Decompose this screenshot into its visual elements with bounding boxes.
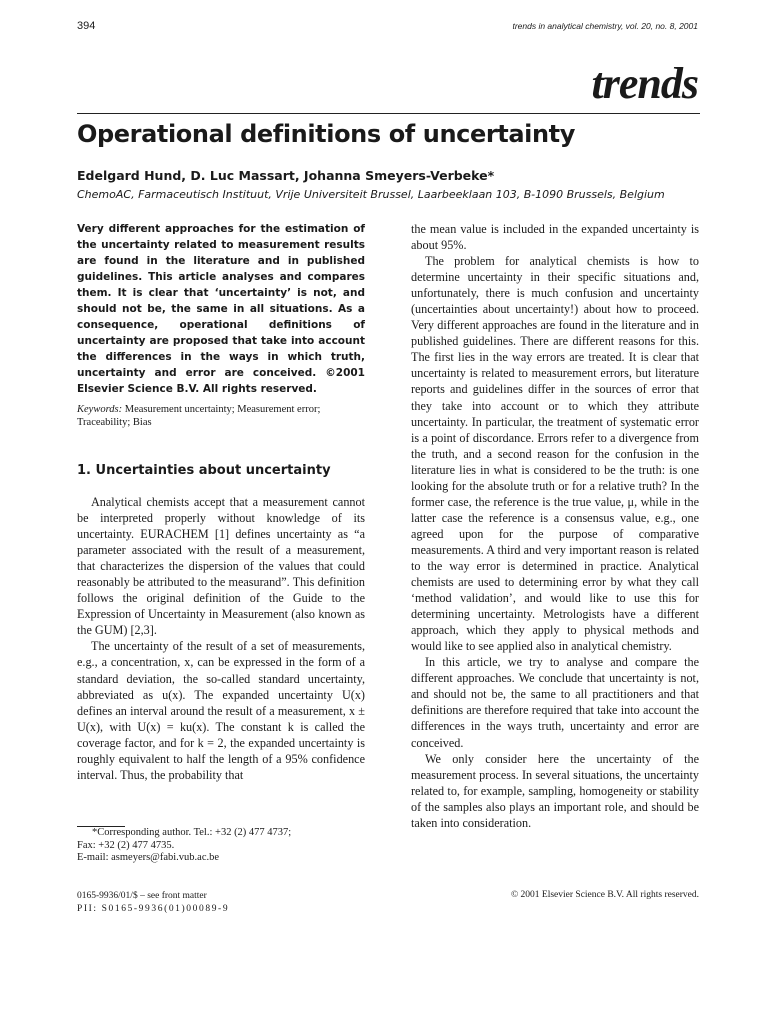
page-number: 394 [77,20,96,32]
paragraph: The uncertainty of the result of a set of measurements, e.g., a concentration, x, can be expressed in the form of a standard deviation, the so-called standard uncertainty, abbreviated as u(x). The expanded uncertainty U(x) defines an interval around the result of a measurement, x ± U(x), with U(x) = ku(x). The constant k is called the coverage factor, and for k = 2, the expanded uncertainty is roughly equivalent to half the length of a 95% confidence interval. Thus, the probability that [77,639,365,782]
keywords-label: Keywords: [77,404,123,415]
pii-line: PII: S0165-9936(01)00089-9 [77,904,230,914]
footer-copyright: © 2001 Elsevier Science B.V. All rights reserved. [510,890,699,900]
right-column-body [411,221,699,831]
paragraph: We only consider here the uncertainty of the measurement process. In several situations, the uncertainty related to, for example, sampling, homogeneity or stability of the samples also plays an important role, and should be taken into consideration. [411,751,699,830]
paragraph: In this article, we try to analyse and compare the different approaches. We conclude that uncertainty is not, and should not be, the same to all practitioners and that definitions are therefore required that take into account the differences in the ways truth, uncertainty and error are conceived. [411,655,699,750]
paragraph: The problem for analytical chemists is how to determine uncertainty in their specific situations and, unfortunately, there is much confusion and uncertainty (uncertainties about uncertainty!) about how to proceed. Very different approaches are found in the literature and in published guidelines. There are different reasons for this. The first lies in the way errors are treated. It is clear that uncertainty is related to measurement errors, but literature reports and guidelines differ in the sources of error that they take into account or to which they attribute uncertainty. In particular, the treatment of systematic error is a point of discordance. Errors refer to a divergence from the truth, and a second reason for the confusion in the literature lies in what is considered to be the truth: is one looking for the absolute truth or for a relative truth? In the former case, the reference is the true value, μ, while in the latter case the reference is a consensus value, e.g., one agreed upon for the purpose of comparative measurements. A third and very important reason is related to the way error is determined in practice. Analytical chemists are used to determining error by what they call ‘method validation’, and would like to use this for determining uncertainty. Metrologists have a different approach, which they apply to physical methods and would like to see applied also in analytical chemistry. [411,254,699,654]
journal-citation: trends in analytical chemistry, vol. 20, no. 8, 2001 [512,21,698,31]
paragraph: Analytical chemists accept that a measurement cannot be interpreted properly without knowledge of its uncertainty. EURACHEM [1] defines uncertainty as “a parameter associated with the result of a measurement, that characterizes the dispersion of the values that could reasonably be attributed to the measurand”. This definition follows the original definition of the Guide to the Expression of Uncertainty in Measurement (also known as the GUM) [2,3]. [77,495,365,638]
footer-identifiers [77,890,229,916]
left-column-body [77,494,365,783]
keywords-list: Measurement uncertainty; Measurement error; Traceability; Bias [77,404,321,428]
abstract: Very different approaches for the estimation of the uncertainty related to measurement results are found in the literature and in published guidelines. This article analyses and compares them. It is clear that ‘uncertainty’ is not, and should not be, the same in all situations. As a consequence, operational definitions of uncertainty are proposed that take into account the differences in the ways in which truth, uncertainty and error are conceived. ©2001 Elsevier Science B.V. All rights reserved. [77,223,365,395]
section-heading: 1. Uncertainties about uncertainty [77,463,331,478]
keywords [77,403,365,429]
corresponding-author-footnote [77,827,365,865]
footnote-fax: Fax: +32 (2) 477 4735. [77,839,175,851]
footnote-email: E-mail: asmeyers@fabi.vub.ac.be [77,852,220,863]
article-title: Operational definitions of uncertainty [77,120,575,148]
article-authors: Edelgard Hund, D. Luc Massart, Johanna Smeyers-Verbeke* [77,168,495,183]
header-rule [77,113,700,114]
footnote-tel: *Corresponding author. Tel.: +32 (2) 477 4737; [92,827,292,838]
author-affiliation: ChemoAC, Farmaceutisch Instituut, Vrije Universiteit Brussel, Laarbeeklaan 103, B-1090 Brussels, Belgium [77,188,665,201]
issn-line: 0165-9936/01/$ – see front matter [77,891,207,901]
paragraph: the mean value is included in the expanded uncertainty is about 95%. [411,222,699,253]
trends-logo: trends [591,59,698,108]
